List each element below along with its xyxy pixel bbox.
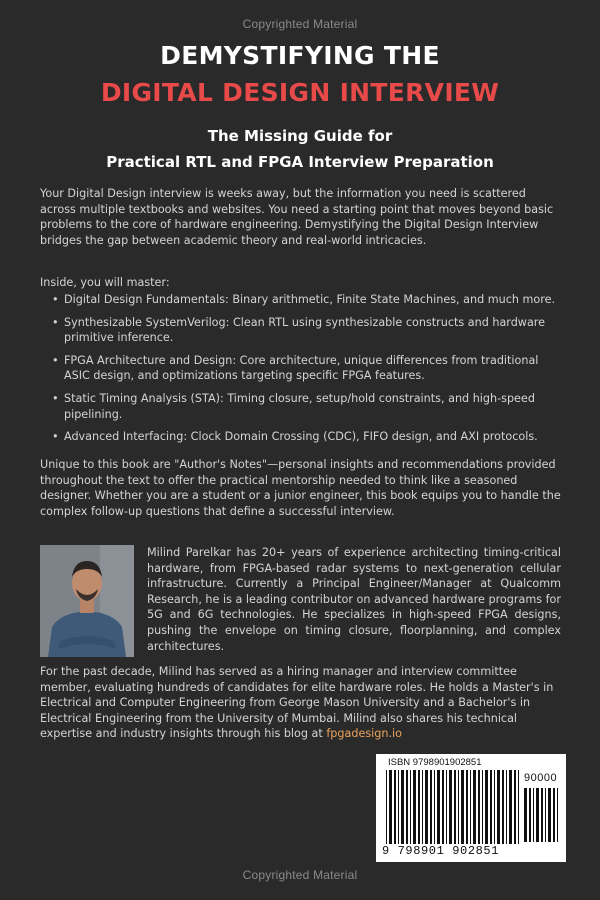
copyright-watermark-top: Copyrighted Material — [242, 17, 358, 31]
addon-barcode-icon — [524, 788, 558, 842]
copyright-watermark-bottom: Copyrighted Material — [242, 868, 358, 882]
price-code: 90000 — [524, 772, 558, 784]
subtitle-line-2: Practical RTL and FPGA Interview Preparation — [106, 153, 494, 171]
author-bio-paragraph: Milind Parelkar has 20+ years of experience architecting timing-critical hardware, from FPGA-based radar systems to next-generation cellular infrastructure. Currently a Principal Engineer/Manager at Qualcomm Research, he is a leading contributor on advanced hardware programs for 5G and 6G technologies. He specializes in high-speed FPGA designs, pushing the envelope on timing closure, floorplanning, and complex architectures. — [147, 546, 561, 653]
isbn-label: ISBN 9798901902851 — [388, 757, 482, 768]
topic-item: • Digital Design Fundamentals: Binary arithmetic, Finite State Machines, and much more. — [52, 292, 564, 308]
inside-label: Inside, you will master: — [40, 276, 170, 289]
topic-item: • Synthesizable SystemVerilog: Clean RTL using synthesizable constructs and hardware primitive inference. — [52, 315, 564, 346]
book-title-line-1: DEMYSTIFYING THE — [160, 41, 440, 70]
author-career-paragraph — [40, 664, 562, 742]
author-photo — [40, 545, 134, 657]
topic-item: • Static Timing Analysis (STA): Timing closure, setup/hold constraints, and high-speed pipelining. — [52, 391, 564, 422]
subtitle-line-1: The Missing Guide for — [207, 127, 393, 145]
intro-paragraph: Your Digital Design interview is weeks away, but the information you need is scattered across multiple textbooks and websites. You need a starting point that moves beyond basic problems to the core of hardware engineering. Demystifying the Digital Design Interview bridges the gap between academic theory and real-world intricacies. — [40, 187, 554, 247]
blog-link[interactable]: fpgadesign.io — [326, 727, 402, 741]
authors-notes-paragraph: Unique to this book are "Author's Notes"—personal insights and recommendations provided throughout the text to offer the practical mentorship needed to think like a seasoned designer. Whether you are a student or a junior engineer, this book equips you to handle the complex follow-up questions that define a successful interview. — [40, 458, 561, 518]
author-career-text: For the past decade, Milind has served as a hiring manager and interview committee member, evaluating hundreds of candidates for elite hardware roles. He holds a Master's in Electrical and Computer Engineering from George Mason University and a Bachelor's in Electrical Engineering from the University of Mumbai. Milind also shares his technical expertise and industry insights through his blog at — [40, 665, 554, 741]
isbn-barcode — [376, 754, 566, 862]
book-title-line-2: DIGITAL DESIGN INTERVIEW — [100, 78, 500, 107]
barcode-bars-icon — [386, 770, 520, 844]
topic-item: • Advanced Interfacing: Clock Domain Crossing (CDC), FIFO design, and AXI protocols. — [52, 429, 564, 445]
barcode-digits: 9 798901 902851 — [382, 844, 500, 858]
topic-item: • FPGA Architecture and Design: Core architecture, unique differences from traditional ASIC design, and optimizations targeting specific FPGA features. — [52, 353, 564, 384]
author-portrait-icon — [40, 545, 134, 657]
topics-list — [52, 292, 564, 452]
